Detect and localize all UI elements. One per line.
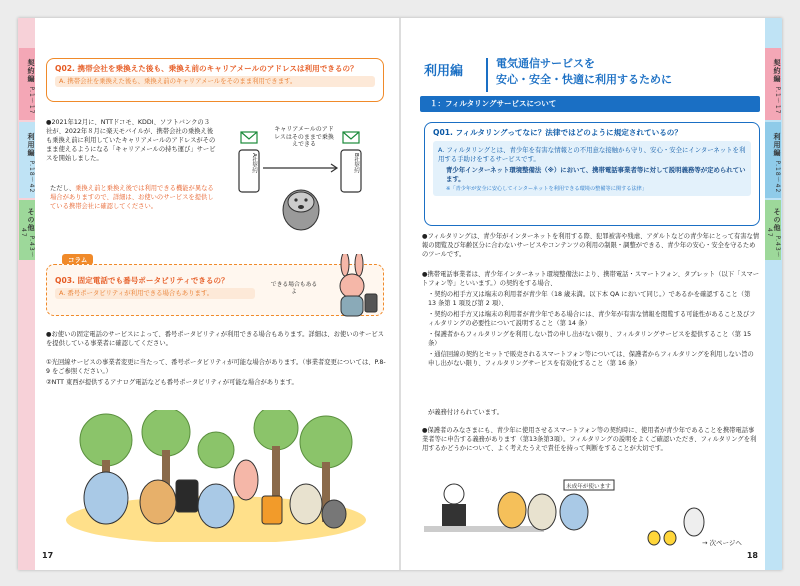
- tab-label: 利用編: [773, 132, 781, 157]
- tab-contract[interactable]: [765, 48, 781, 120]
- para-guardian-duty: ●保護者のみなさまにも、青少年に使用させるスマートフォン等の契約時に、使用者が青少年であることを携帯電話事業者等に申告する義務があります（第13条第3項）。フィルタリングの説明をよくご確認いただき、フィルタリングを利用するかどうかについて、よく考えたうえで責任を持って判断をすることが大切です。: [422, 427, 757, 452]
- para-filtering-def: ●フィルタリングは、青少年がインターネットを利用する際、犯罪被害や残虐、アダルトなどの青少年にとって有害な情報の閲覧及び年齢区分に合わないサービスやコンテンツの利用の制限・調整ができる、青少年の安心・安全を守るためのツールです。: [422, 233, 760, 258]
- list-item-ntt: ②NTT 東西が提供するアナログ電話なども番号ポータビリティが可能な場合があります。: [46, 379, 298, 386]
- tab-pages: P.43〜47: [766, 228, 781, 259]
- carrier-switch-diagram: [223, 118, 383, 238]
- list-item-fiber: ①光回線サービスの事業者変更に当たって、番号ポータビリティが可能な場合があります。（事業者変更については、P.8-9 をご参照ください。）: [46, 359, 386, 375]
- tab-label: その他: [773, 207, 781, 232]
- para-fixed-line: ●お使いの固定電話のサービスによって、番号ポータビリティが利用できる場合もあります。詳細は、お使いのサービスを提供している事業者に確認してください。: [46, 331, 384, 347]
- mascots-forest-illustration: [66, 410, 366, 542]
- list-item: ・契約の相手方又は端末の利用者が青少年である場合には、青少年が有害な情報を閲覧する可能性があること及びフィルタリングの必要性について説明すること（第 14 条）: [428, 311, 756, 327]
- tab-pages: P.18〜42: [28, 160, 35, 194]
- right-page: [400, 18, 782, 570]
- section-tag: 利用編: [424, 64, 464, 79]
- next-page-link[interactable]: → 次ページへ: [702, 539, 742, 547]
- q03-answer: A. 番号ポータビリティが利用できる場合もあります。: [55, 288, 255, 299]
- subsection-bar: １：フィルタリングサービスについて: [420, 96, 760, 112]
- q02-answer: A. 携帯会社を乗換えた後も、乗換え前のキャリアメールをそのまま利用できます。: [55, 76, 375, 87]
- q02-box: [46, 58, 384, 102]
- duty-closing: が義務付けられています。: [428, 409, 504, 416]
- duty-list: [428, 290, 758, 370]
- tab-pages: P.43〜47: [20, 228, 35, 259]
- company-a-label: A社契約: [251, 153, 257, 174]
- q01-box: [424, 122, 760, 226]
- q01-note: ※「青少年が安全に安心してインターネットを利用できる環境の整備等に関する法律」: [446, 186, 648, 192]
- page-heading: [496, 56, 672, 88]
- tab-label: その他: [27, 207, 35, 232]
- page-number-right: 18: [746, 551, 758, 560]
- tab-pages: P.1〜17: [28, 86, 35, 115]
- heading-line2: 安心・安全・快適に利用するために: [496, 73, 672, 86]
- list-item: ・通信回線の契約とセットで販売されるスマートフォン等については、保護者からフィルタリングを利用しない旨の申し出がない限り、フィルタリングサービスを有効化すること（第 16 条）: [428, 351, 754, 367]
- q03-title: Q03. 固定電話でも番号ポータビリティできるの？: [55, 276, 229, 285]
- company-b-label: B社契約: [353, 153, 359, 174]
- para-carrier-duty: ●携帯電話事業者は、青少年インターネット環境整備法により、携帯電話・スマートフォン、タブレット（以下「スマートフォン等」といいます。）の契約をする場合、: [422, 271, 760, 287]
- column-badge: コラム: [62, 254, 93, 265]
- tab-pages: P.1〜17: [774, 86, 781, 115]
- tab-label: 利用編: [27, 132, 35, 157]
- tab-pages: P.18〜42: [774, 160, 781, 194]
- page-number-left: 17: [42, 551, 54, 560]
- q03-speech-bubble: できる場合もあるよ: [270, 282, 318, 295]
- para-carrier-mail: ●2021年12月に、NTTドコモ、KDDI、ソフトバンクの３社が、2022年８月に楽天モバイルが、携帯会社の乗換え後も乗換え前に利用していたキャリアメールのアドレスがそのまま使えるようになる「キャリアメールの持ち運び」サービスを開始しました。: [46, 119, 216, 162]
- tab-usage[interactable]: [19, 122, 35, 198]
- rabbit-mascot-illustration: [323, 254, 383, 318]
- para-note-orange: 乗換え前と乗換え後では利用できる機能が異なる場合がありますので、詳細は、お使いのサービスを提供している携帯会社に確認してください。: [50, 185, 214, 210]
- list-item: ・保護者からフィルタリングを利用しない旨の申し出がない限り、フィルタリングサービスを提供すること（第 15 条）: [428, 331, 752, 347]
- speech-bubble: 未成年が使います: [566, 484, 611, 490]
- tab-other[interactable]: [19, 200, 35, 260]
- q01-answer-2: 青少年インターネット環境整備法（※）において、携帯電話事業者等に対して説明義務等が定められています。: [446, 166, 746, 183]
- tab-label: 契約編: [27, 59, 35, 84]
- q01-title: Q01. フィルタリングってなに？法律ではどのように規定されているの？: [433, 128, 682, 137]
- q02-title: Q02. 携帯会社を乗換えた後も、乗換え前のキャリアメールのアドレスは利用できるの？: [55, 64, 358, 73]
- tab-other[interactable]: [765, 200, 781, 260]
- q01-answer-1: A. フィルタリングとは、青少年を有害な情報との不用意な接触から守り、安心・安全にインターネットを利用する手助けをするサービスです。: [438, 146, 746, 163]
- heading-line1: 電気通信サービスを: [496, 57, 595, 70]
- tab-contract[interactable]: [19, 48, 35, 120]
- tab-label: 契約編: [773, 59, 781, 84]
- diagram-caption: キャリアメールのアドレスはそのままで乗換えできる: [274, 126, 334, 148]
- para-note-lead: ただし、: [50, 185, 76, 192]
- tab-usage[interactable]: [765, 122, 781, 198]
- heading-divider: [486, 58, 488, 92]
- left-page: [18, 18, 400, 570]
- booklet-spread: [18, 18, 782, 570]
- list-item: ・契約の相手方又は端末の利用者が青少年（18 歳未満。以下本 QA において同じ。）であるかを確認すること（第 13 条第 1 項及び第 2 項）、: [428, 291, 751, 307]
